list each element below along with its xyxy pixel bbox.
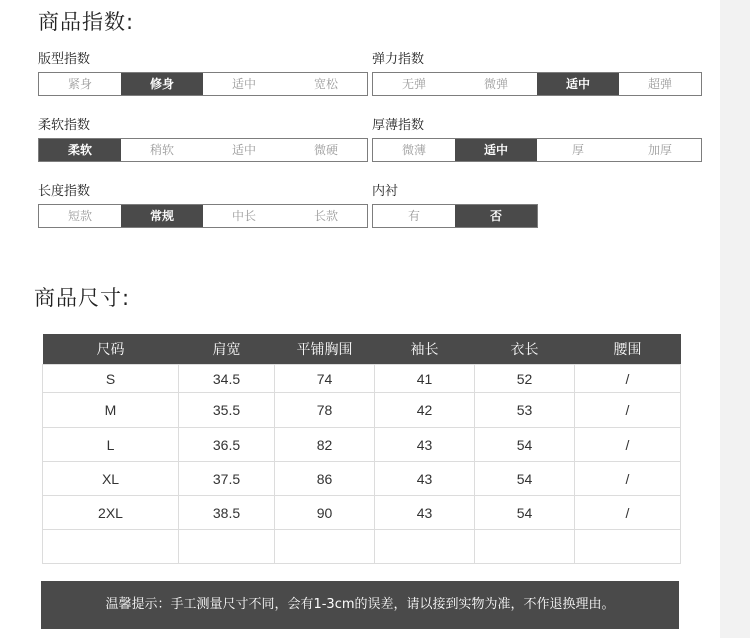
length-index-group <box>38 183 368 228</box>
lining-label: 内衬 <box>372 184 399 199</box>
measurement-notice: 温馨提示：手工测量尺寸不同，会有1-3cm的误差，请以接到实物为准，不作退换理由。 <box>41 581 679 629</box>
stretch-option[interactable]: 超弹 <box>647 77 672 91</box>
length-option[interactable]: 中长 <box>231 209 256 223</box>
table-cell: 54 <box>475 462 575 496</box>
thickness-index-label: 厚薄指数 <box>372 118 425 133</box>
fit-option[interactable]: 适中 <box>231 77 256 91</box>
fit-index-group <box>38 51 368 96</box>
fit-option[interactable]: 宽松 <box>313 77 338 91</box>
table-cell: 90 <box>275 496 375 530</box>
softness-index-scale <box>38 138 368 162</box>
chest-column-header: 平铺胸围 <box>275 334 375 365</box>
table-cell: 34.5 <box>179 365 275 393</box>
table-row <box>43 462 681 496</box>
table-cell: 52 <box>475 365 575 393</box>
table-cell: 42 <box>375 393 475 428</box>
table-row <box>43 530 681 564</box>
table-cell: 36.5 <box>179 428 275 462</box>
table-cell: 43 <box>375 462 475 496</box>
table-cell: S <box>43 365 179 393</box>
table-row <box>43 365 681 393</box>
stretch-index-label: 弹力指数 <box>372 52 425 67</box>
table-cell: 43 <box>375 496 475 530</box>
length-column-header: 衣长 <box>475 334 575 365</box>
table-cell: 82 <box>275 428 375 462</box>
stretch-option[interactable]: 适中 <box>537 73 619 95</box>
table-cell: 86 <box>275 462 375 496</box>
softness-option[interactable]: 微硬 <box>313 143 338 157</box>
thickness-option[interactable]: 厚 <box>571 143 584 157</box>
table-cell: 2XL <box>43 496 179 530</box>
table-cell <box>575 530 681 564</box>
table-cell: 37.5 <box>179 462 275 496</box>
lining-option[interactable]: 有 <box>407 209 420 223</box>
table-cell: / <box>575 462 681 496</box>
table-cell: 35.5 <box>179 393 275 428</box>
stretch-option[interactable]: 无弹 <box>401 77 426 91</box>
table-cell: 74 <box>275 365 375 393</box>
thickness-option[interactable]: 微薄 <box>401 143 426 157</box>
lining-group <box>372 183 538 228</box>
shoulder-column-header: 肩宽 <box>179 334 275 365</box>
size-table-header-row <box>43 334 681 365</box>
table-cell <box>275 530 375 564</box>
table-cell: 54 <box>475 428 575 462</box>
table-row <box>43 496 681 530</box>
table-cell: 53 <box>475 393 575 428</box>
length-option[interactable]: 长款 <box>313 209 338 223</box>
sleeve-column-header: 袖长 <box>375 334 475 365</box>
table-row <box>43 393 681 428</box>
table-cell: 41 <box>375 365 475 393</box>
size-table <box>42 334 681 564</box>
table-cell: / <box>575 428 681 462</box>
product-size-title: 商品尺寸: <box>34 286 131 310</box>
fit-option[interactable]: 紧身 <box>67 77 92 91</box>
softness-index-label: 柔软指数 <box>38 118 91 133</box>
table-cell: L <box>43 428 179 462</box>
softness-option[interactable]: 柔软 <box>39 139 121 161</box>
lining-option[interactable]: 否 <box>455 205 537 227</box>
length-index-scale <box>38 204 368 228</box>
lining-scale <box>372 204 538 228</box>
softness-index-group <box>38 117 368 162</box>
stretch-index-scale <box>372 72 702 96</box>
fit-option[interactable]: 修身 <box>121 73 203 95</box>
table-cell: / <box>575 393 681 428</box>
table-cell <box>179 530 275 564</box>
waist-column-header: 腰围 <box>575 334 681 365</box>
table-row <box>43 428 681 462</box>
length-option[interactable]: 常规 <box>121 205 203 227</box>
thickness-option[interactable]: 适中 <box>455 139 537 161</box>
table-cell: XL <box>43 462 179 496</box>
thickness-index-scale <box>372 138 702 162</box>
table-cell: / <box>575 365 681 393</box>
stretch-option[interactable]: 微弹 <box>483 77 508 91</box>
size-column-header: 尺码 <box>43 334 179 365</box>
fit-index-scale <box>38 72 368 96</box>
softness-option[interactable]: 适中 <box>231 143 256 157</box>
thickness-option[interactable]: 加厚 <box>647 143 672 157</box>
table-cell: 38.5 <box>179 496 275 530</box>
stretch-index-group <box>372 51 702 96</box>
product-index-title: 商品指数: <box>38 10 135 34</box>
table-cell: M <box>43 393 179 428</box>
thickness-index-group <box>372 117 702 162</box>
table-cell: 54 <box>475 496 575 530</box>
fit-index-label: 版型指数 <box>38 52 91 67</box>
table-cell: 43 <box>375 428 475 462</box>
length-index-label: 长度指数 <box>38 184 91 199</box>
table-cell: / <box>575 496 681 530</box>
length-option[interactable]: 短款 <box>67 209 92 223</box>
softness-option[interactable]: 稍软 <box>149 143 174 157</box>
right-margin-strip <box>720 0 750 638</box>
table-cell <box>375 530 475 564</box>
table-cell: 78 <box>275 393 375 428</box>
table-cell <box>43 530 179 564</box>
table-cell <box>475 530 575 564</box>
